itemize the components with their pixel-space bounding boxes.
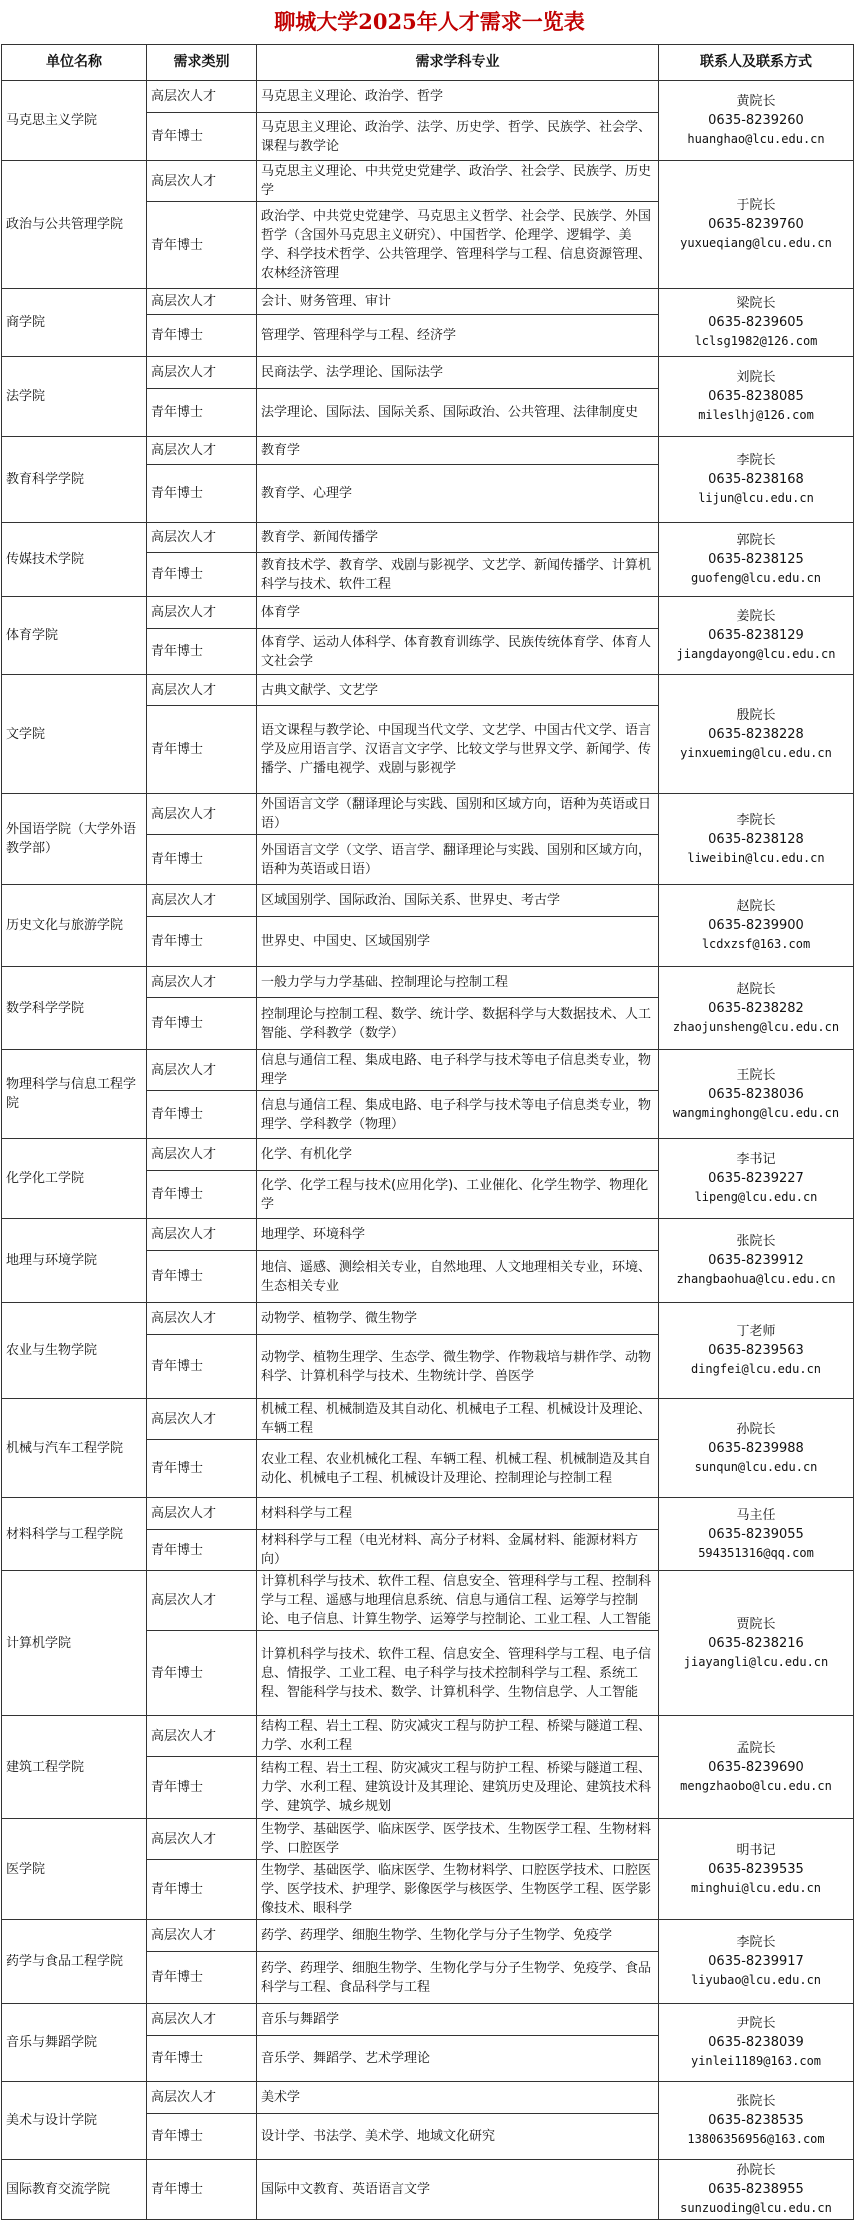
contact-person: 姜院长 [736, 609, 776, 624]
demand-majors: 结构工程、岩土工程、防灾减灾工程与防护工程、桥梁与隧道工程、力学、水利工程、建筑设计及其理论、建筑历史及理论、建筑技术科学、建筑学、城乡规划 [257, 1757, 659, 1819]
unit-name: 药学与食品工程学院 [2, 1920, 147, 2004]
contact-info [659, 357, 854, 437]
unit-name: 地理与环境学院 [2, 1219, 147, 1303]
demand-majors: 地理学、环境科学 [257, 1219, 659, 1251]
contact-info [659, 1920, 854, 2004]
table-row [2, 597, 854, 629]
demand-category: 青年博士 [147, 1952, 257, 2004]
demand-category: 青年博士 [147, 1530, 257, 1571]
table-row [2, 1571, 854, 1631]
table-row [2, 2082, 854, 2114]
demand-majors: 音乐与舞蹈学 [257, 2004, 659, 2036]
contact-email: dingfei@lcu.edu.cn [690, 1362, 822, 1376]
demand-majors: 信息与通信工程、集成电路、电子科学与技术等电子信息类专业，物理学、学科教学（物理） [257, 1091, 659, 1139]
contact-person: 张院长 [736, 1234, 776, 1249]
unit-name: 国际教育交流学院 [2, 2160, 147, 2220]
unit-name: 美术与设计学院 [2, 2082, 147, 2160]
demand-category: 高层次人才 [147, 523, 257, 553]
demand-category: 青年博士 [147, 1440, 257, 1498]
contact-person: 赵院长 [736, 899, 776, 914]
contact-info [659, 675, 854, 794]
contact-info [659, 1303, 854, 1399]
contact-phone: 0635-8239900 [708, 918, 804, 933]
contact-person: 孙院长 [736, 2163, 776, 2178]
table-header-row [2, 45, 854, 81]
contact-email: sunzuoding@lcu.edu.cn [680, 2201, 832, 2215]
demand-majors: 计算机科学与技术、软件工程、信息安全、管理科学与工程、控制科学与工程、遥感与地理信息系统、信息与通信工程、运筹学与控制论、电子信息、计算生物学、运筹学与控制论、工业工程、人工智能 [257, 1571, 659, 1631]
demand-category: 青年博士 [147, 2114, 257, 2160]
contact-phone: 0635-8238282 [708, 1000, 804, 1016]
demand-majors: 外国语言文学（文学、语言学、翻译理论与实践、国别和区域方向，语种为英语或日语） [257, 835, 659, 885]
contact-email: sunqun@lcu.edu.cn [694, 1459, 818, 1474]
contact-person: 李书记 [736, 1152, 776, 1167]
contact-person: 殷院长 [736, 707, 776, 723]
contact-phone: 0635-8238039 [708, 2035, 804, 2050]
contact-person: 黄院长 [736, 94, 776, 109]
table-row [2, 2160, 854, 2220]
contact-info [659, 81, 854, 161]
contact-info [659, 885, 854, 967]
demand-majors: 药学、药理学、细胞生物学、生物化学与分子生物学、免疫学、食品科学与工程、食品科学与工程 [257, 1952, 659, 2004]
demand-majors: 计算机科学与技术、软件工程、信息安全、管理科学与工程、电子信息、情报学、工业工程、电子科学与技术控制科学与工程、系统工程、智能科学与技术、数学、计算机科学、生物信息学、人工智能 [257, 1631, 659, 1716]
table-row [2, 357, 854, 389]
demand-category: 青年博士 [147, 2036, 257, 2082]
contact-phone: 0635-8239917 [708, 1954, 804, 1969]
contact-person: 郭院长 [736, 533, 776, 548]
demand-majors: 材料科学与工程（电光材料、高分子材料、金属材料、能源材料方向） [257, 1530, 659, 1571]
contact-person: 于院长 [736, 198, 776, 213]
contact-phone: 0635-8239912 [708, 1253, 804, 1268]
unit-name: 音乐与舞蹈学院 [2, 2004, 147, 2082]
table-row [2, 2004, 854, 2036]
contact-phone: 0635-8238128 [708, 831, 804, 847]
unit-name: 物理科学与信息工程学院 [2, 1050, 147, 1139]
contact-info [659, 289, 854, 357]
demand-majors: 农业工程、农业机械化工程、车辆工程、机械工程、机械制造及其自动化、机械电子工程、机械设计及理论、控制理论与控制工程 [257, 1440, 659, 1498]
unit-name: 机械与汽车工程学院 [2, 1399, 147, 1498]
demand-category: 高层次人才 [147, 81, 257, 113]
demand-majors: 化学、有机化学 [257, 1139, 659, 1171]
demand-category: 高层次人才 [147, 885, 257, 917]
table-row [2, 161, 854, 202]
contact-person: 李院长 [736, 812, 776, 828]
demand-majors: 材料科学与工程 [257, 1498, 659, 1530]
contact-email: liyubao@lcu.edu.cn [690, 1973, 822, 1987]
demand-majors: 会计、财务管理、审计 [257, 289, 659, 315]
demand-category: 青年博士 [147, 465, 257, 523]
unit-name: 化学化工学院 [2, 1139, 147, 1219]
demand-majors: 地信、遥感、测绘相关专业，自然地理、人文地理相关专业，环境、生态相关专业 [257, 1251, 659, 1303]
demand-category: 高层次人才 [147, 1303, 257, 1335]
demand-category: 高层次人才 [147, 437, 257, 465]
contact-phone: 0635-8238125 [708, 552, 804, 567]
contact-phone: 0635-8239760 [708, 217, 804, 232]
contact-email: zhaojunsheng@lcu.edu.cn [672, 1019, 840, 1034]
table-row [2, 675, 854, 706]
unit-name: 文学院 [2, 675, 147, 794]
page-title: 聊城大学2025年人才需求一览表 [274, 9, 585, 34]
contact-email: 594351316@qq.com [698, 1545, 814, 1560]
demand-majors: 民商法学、法学理论、国际法学 [257, 357, 659, 389]
contact-phone: 0635-8239055 [708, 1526, 804, 1542]
demand-majors: 美术学 [257, 2082, 659, 2114]
contact-person: 贾院长 [736, 1616, 776, 1632]
contact-info [659, 1819, 854, 1920]
demand-category: 青年博士 [147, 315, 257, 357]
demand-category: 高层次人才 [147, 1219, 257, 1251]
header-majors: 需求学科专业 [257, 45, 659, 81]
unit-name: 商学院 [2, 289, 147, 357]
demand-majors: 药学、药理学、细胞生物学、生物化学与分子生物学、免疫学 [257, 1920, 659, 1952]
contact-email: zhangbaohua@lcu.edu.cn [676, 1272, 836, 1286]
demand-majors: 动物学、植物学、微生物学 [257, 1303, 659, 1335]
demand-category: 青年博士 [147, 835, 257, 885]
demand-category: 青年博士 [147, 113, 257, 161]
header-category: 需求类别 [147, 45, 257, 81]
contact-email: yinxueming@lcu.edu.cn [680, 745, 832, 760]
contact-person: 张院长 [736, 2094, 776, 2109]
demand-majors: 设计学、书法学、美术学、地域文化研究 [257, 2114, 659, 2160]
demand-category: 高层次人才 [147, 2082, 257, 2114]
demand-majors: 管理学、管理科学与工程、经济学 [257, 315, 659, 357]
table-row [2, 81, 854, 113]
contact-info [659, 1399, 854, 1498]
demand-category: 高层次人才 [147, 1139, 257, 1171]
unit-name: 教育科学学院 [2, 437, 147, 523]
table-row [2, 289, 854, 315]
header-contact: 联系人及联系方式 [659, 45, 854, 81]
unit-name: 外国语学院（大学外语教学部） [2, 794, 147, 885]
contact-person: 孟院长 [736, 1740, 776, 1756]
demand-category: 高层次人才 [147, 794, 257, 835]
demand-category: 高层次人才 [147, 1920, 257, 1952]
demand-majors: 动物学、植物生理学、生态学、微生物学、作物栽培与耕作学、动物科学、计算机科学与技术、生物统计学、兽医学 [257, 1335, 659, 1399]
demand-majors: 生物学、基础医学、临床医学、生物材料学、口腔医学技术、口腔医学、医学技术、护理学、影像医学与核医学、生物医学工程、医学影像技术、眼科学 [257, 1860, 659, 1920]
table-row [2, 1399, 854, 1440]
contact-info [659, 523, 854, 597]
demand-category: 高层次人才 [147, 967, 257, 998]
demand-majors: 生物学、基础医学、临床医学、医学技术、生物医学工程、生物材料学、口腔医学 [257, 1819, 659, 1860]
demand-majors: 机械工程、机械制造及其自动化、机械电子工程、机械设计及理论、车辆工程 [257, 1399, 659, 1440]
table-row [2, 885, 854, 917]
unit-name: 农业与生物学院 [2, 1303, 147, 1399]
contact-info [659, 1139, 854, 1219]
unit-name: 历史文化与旅游学院 [2, 885, 147, 967]
demand-majors: 法学理论、国际法、国际关系、国际政治、公共管理、法律制度史 [257, 389, 659, 437]
demand-category: 青年博士 [147, 2160, 257, 2220]
contact-person: 尹院长 [736, 2016, 776, 2031]
contact-phone: 0635-8238228 [708, 726, 804, 742]
demand-majors: 信息与通信工程、集成电路、电子科学与技术等电子信息类专业，物理学 [257, 1050, 659, 1091]
unit-name: 体育学院 [2, 597, 147, 675]
demand-category: 高层次人才 [147, 289, 257, 315]
contact-email: lcdxzsf@163.com [701, 937, 811, 951]
contact-email: lclsg1982@126.com [694, 334, 818, 348]
contact-info [659, 2004, 854, 2082]
table-row [2, 794, 854, 835]
demand-category: 青年博士 [147, 1757, 257, 1819]
contact-phone: 0635-8239260 [708, 113, 804, 128]
demand-majors: 结构工程、岩土工程、防灾减灾工程与防护工程、桥梁与隧道工程、力学、水利工程 [257, 1716, 659, 1757]
talent-demand-table [1, 44, 854, 2220]
contact-email: guofeng@lcu.edu.cn [690, 571, 822, 585]
demand-category: 青年博士 [147, 1171, 257, 1219]
table-row [2, 967, 854, 998]
demand-category: 青年博士 [147, 1251, 257, 1303]
demand-majors: 教育学、心理学 [257, 465, 659, 523]
demand-category: 青年博士 [147, 629, 257, 675]
contact-person: 李院长 [736, 453, 776, 468]
demand-majors: 体育学 [257, 597, 659, 629]
demand-category: 高层次人才 [147, 357, 257, 389]
contact-person: 明书记 [736, 1842, 776, 1858]
demand-majors: 教育学 [257, 437, 659, 465]
demand-category: 青年博士 [147, 202, 257, 289]
contact-phone: 0635-8238535 [708, 2113, 804, 2128]
unit-name: 马克思主义学院 [2, 81, 147, 161]
demand-category: 高层次人才 [147, 1399, 257, 1440]
demand-majors: 区域国别学、国际政治、国际关系、世界史、考古学 [257, 885, 659, 917]
contact-phone: 0635-8238085 [708, 389, 804, 404]
table-row [2, 1219, 854, 1251]
demand-majors: 马克思主义理论、政治学、哲学 [257, 81, 659, 113]
contact-email: liweibin@lcu.edu.cn [687, 850, 825, 865]
demand-category: 高层次人才 [147, 597, 257, 629]
contact-person: 丁老师 [736, 1324, 776, 1339]
contact-phone: 0635-8239227 [708, 1171, 804, 1186]
demand-majors: 外国语言文学（翻译理论与实践、国别和区域方向，语种为英语或日语） [257, 794, 659, 835]
demand-majors: 一般力学与力学基础、控制理论与控制工程 [257, 967, 659, 998]
contact-phone: 0635-8239605 [708, 315, 804, 330]
contact-info [659, 2082, 854, 2160]
demand-majors: 马克思主义理论、政治学、法学、历史学、哲学、民族学、社会学、课程与教学论 [257, 113, 659, 161]
demand-category: 青年博士 [147, 389, 257, 437]
table-row [2, 1716, 854, 1757]
demand-majors: 控制理论与控制工程、数学、统计学、数据科学与大数据技术、人工智能、学科教学（数学） [257, 998, 659, 1050]
demand-category: 青年博士 [147, 917, 257, 967]
demand-majors: 马克思主义理论、中共党史党建学、政治学、社会学、民族学、历史学 [257, 161, 659, 202]
contact-person: 刘院长 [736, 370, 776, 385]
demand-majors: 教育学、新闻传播学 [257, 523, 659, 553]
demand-majors: 国际中文教育、英语语言文学 [257, 2160, 659, 2220]
unit-name: 建筑工程学院 [2, 1716, 147, 1819]
unit-name: 政治与公共管理学院 [2, 161, 147, 289]
contact-info [659, 1050, 854, 1139]
contact-phone: 0635-8239988 [708, 1440, 804, 1456]
demand-category: 高层次人才 [147, 1050, 257, 1091]
unit-name: 传媒技术学院 [2, 523, 147, 597]
contact-info [659, 967, 854, 1050]
contact-email: 13806356956@163.com [687, 2132, 825, 2146]
contact-person: 赵院长 [736, 981, 776, 997]
contact-phone: 0635-8238168 [708, 472, 804, 487]
contact-phone: 0635-8238036 [708, 1086, 804, 1102]
contact-info [659, 1571, 854, 1716]
table-row [2, 1303, 854, 1335]
demand-category: 青年博士 [147, 1335, 257, 1399]
contact-phone: 0635-8239563 [708, 1343, 804, 1358]
demand-category: 高层次人才 [147, 1716, 257, 1757]
contact-email: huanghao@lcu.edu.cn [687, 132, 825, 146]
contact-email: minghui@lcu.edu.cn [690, 1880, 822, 1895]
demand-majors: 政治学、中共党史党建学、马克思主义哲学、社会学、民族学、外国哲学（含国外马克思主义研究）、中国哲学、伦理学、逻辑学、美学、科学技术哲学、公共管理学、管理科学与工程、信息资源管理、农林经济管理 [257, 202, 659, 289]
demand-majors: 化学、化学工程与技术(应用化学)、工业催化、化学生物学、物理化学 [257, 1171, 659, 1219]
table-row [2, 437, 854, 465]
contact-info [659, 794, 854, 885]
contact-phone: 0635-8238955 [708, 2182, 804, 2197]
unit-name: 计算机学院 [2, 1571, 147, 1716]
table-row [2, 1920, 854, 1952]
contact-email: jiayangli@lcu.edu.cn [683, 1654, 829, 1669]
demand-majors: 语文课程与教学论、中国现当代文学、文艺学、中国古代文学、语言学及应用语言学、汉语言文字学、比较文学与世界文学、新闻学、传播学、广播电视学、戏剧与影视学 [257, 706, 659, 794]
contact-email: mengzhaobo@lcu.edu.cn [680, 1778, 832, 1793]
demand-majors: 古典文献学、文艺学 [257, 675, 659, 706]
contact-phone: 0635-8238129 [708, 628, 804, 643]
demand-category: 高层次人才 [147, 1498, 257, 1530]
table-row [2, 1819, 854, 1860]
contact-email: yinlei1189@163.com [690, 2054, 822, 2068]
contact-info [659, 1219, 854, 1303]
demand-category: 高层次人才 [147, 1571, 257, 1631]
table-row [2, 1139, 854, 1171]
demand-category: 高层次人才 [147, 675, 257, 706]
contact-info [659, 437, 854, 523]
unit-name: 医学院 [2, 1819, 147, 1920]
unit-name: 材料科学与工程学院 [2, 1498, 147, 1571]
contact-person: 王院长 [736, 1067, 776, 1083]
contact-phone: 0635-8238216 [708, 1635, 804, 1651]
demand-category: 高层次人才 [147, 2004, 257, 2036]
contact-email: yuxueqiang@lcu.edu.cn [680, 236, 832, 250]
demand-category: 青年博士 [147, 1631, 257, 1716]
contact-person: 梁院长 [736, 296, 776, 311]
contact-phone: 0635-8239535 [708, 1861, 804, 1877]
contact-info [659, 161, 854, 289]
unit-name: 法学院 [2, 357, 147, 437]
table-row [2, 523, 854, 553]
contact-info [659, 1498, 854, 1571]
contact-person: 李院长 [736, 1935, 776, 1950]
contact-phone: 0635-8239690 [708, 1759, 804, 1775]
contact-email: jiangdayong@lcu.edu.cn [676, 647, 836, 661]
table-row [2, 1498, 854, 1530]
contact-person: 马主任 [736, 1507, 776, 1523]
contact-email: mileslhj@126.com [698, 408, 814, 422]
contact-info [659, 1716, 854, 1819]
contact-info [659, 597, 854, 675]
demand-majors: 世界史、中国史、区域国别学 [257, 917, 659, 967]
unit-name: 数学科学学院 [2, 967, 147, 1050]
demand-category: 高层次人才 [147, 1819, 257, 1860]
demand-majors: 教育技术学、教育学、戏剧与影视学、文艺学、新闻传播学、计算机科学与技术、软件工程 [257, 553, 659, 597]
header-unit: 单位名称 [2, 45, 147, 81]
contact-email: lipeng@lcu.edu.cn [694, 1190, 818, 1204]
demand-category: 青年博士 [147, 998, 257, 1050]
table-body [2, 81, 854, 2220]
contact-info [659, 2160, 854, 2220]
contact-email: lijun@lcu.edu.cn [698, 491, 814, 505]
demand-category: 青年博士 [147, 706, 257, 794]
contact-email: wangminghong@lcu.edu.cn [672, 1105, 840, 1120]
demand-category: 青年博士 [147, 553, 257, 597]
demand-majors: 音乐学、舞蹈学、艺术学理论 [257, 2036, 659, 2082]
demand-majors: 体育学、运动人体科学、体育教育训练学、民族传统体育学、体育人文社会学 [257, 629, 659, 675]
demand-category: 青年博士 [147, 1091, 257, 1139]
contact-person: 孙院长 [736, 1421, 776, 1437]
demand-category: 高层次人才 [147, 161, 257, 202]
demand-category: 青年博士 [147, 1860, 257, 1920]
table-row [2, 1050, 854, 1091]
